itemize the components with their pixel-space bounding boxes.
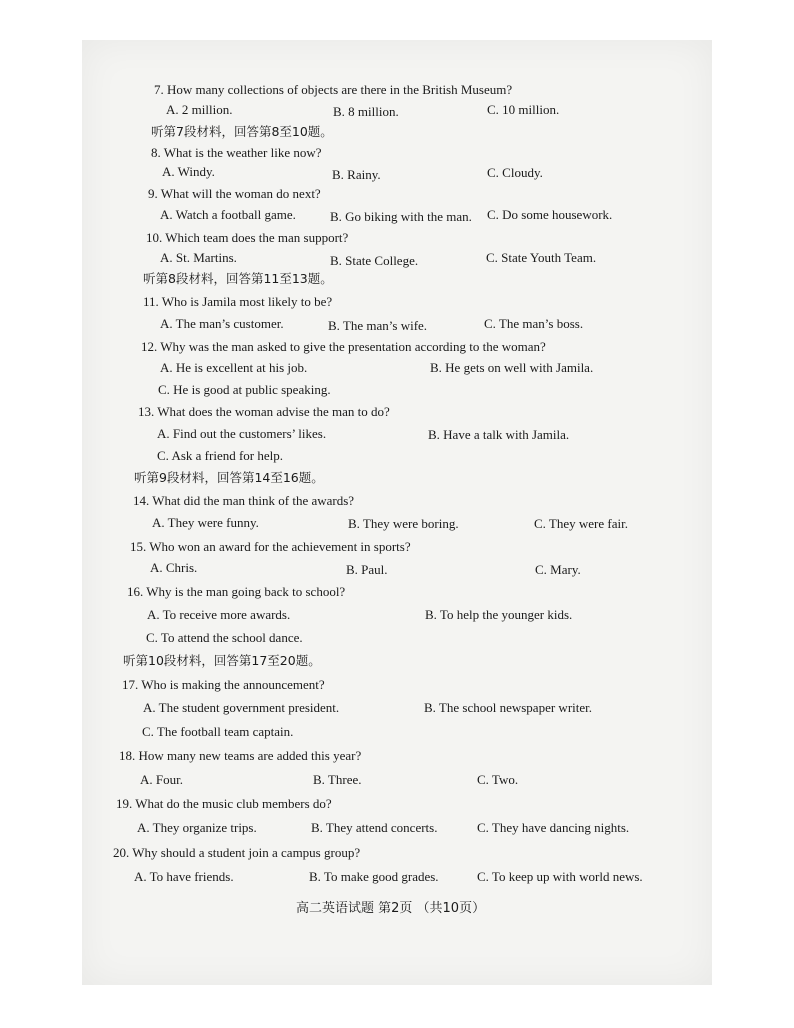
option: A. The man’s customer. bbox=[160, 316, 284, 331]
option: C. They have dancing nights. bbox=[477, 820, 630, 835]
option: C. Mary. bbox=[535, 562, 581, 577]
option: B. State College. bbox=[330, 253, 419, 268]
section-heading: 听第8段材料，回答第11至13题。 bbox=[143, 271, 333, 286]
section-heading: 听第7段材料，回答第8至10题。 bbox=[151, 124, 333, 139]
option: A. To have friends. bbox=[134, 869, 234, 884]
question-stem: 9. What will the woman do next? bbox=[148, 186, 321, 201]
option: C. The football team captain. bbox=[142, 724, 294, 739]
question-stem: 7. How many collections of objects are there in the British Museum? bbox=[154, 82, 513, 97]
option: A. Four. bbox=[140, 772, 183, 787]
option: B. Rainy. bbox=[332, 167, 381, 182]
section-heading: 听第9段材料，回答第14至16题。 bbox=[134, 470, 324, 485]
option: B. Three. bbox=[313, 772, 362, 787]
option: A. The student government president. bbox=[143, 700, 340, 715]
question-stem: 16. Why is the man going back to school? bbox=[127, 584, 346, 599]
option: A. They were funny. bbox=[152, 515, 259, 530]
option: A. Chris. bbox=[150, 560, 198, 575]
question-stem: 11. Who is Jamila most likely to be? bbox=[143, 294, 333, 309]
option: C. Two. bbox=[477, 772, 519, 787]
option: A. Windy. bbox=[162, 164, 215, 179]
option: C. To keep up with world news. bbox=[477, 869, 643, 884]
option: B. To help the younger kids. bbox=[425, 607, 573, 622]
option: A. 2 million. bbox=[166, 102, 233, 117]
option: B. Have a talk with Jamila. bbox=[428, 427, 570, 442]
option: C. To attend the school dance. bbox=[146, 630, 303, 645]
option: C. The man’s boss. bbox=[484, 316, 584, 331]
option: C. He is good at public speaking. bbox=[158, 382, 331, 397]
option: C. Do some housework. bbox=[487, 207, 613, 222]
option: B. They were boring. bbox=[348, 516, 459, 531]
question-stem: 12. Why was the man asked to give the presentation according to the woman? bbox=[141, 339, 546, 354]
option: A. Find out the customers’ likes. bbox=[157, 426, 327, 441]
question-stem: 8. What is the weather like now? bbox=[151, 145, 322, 160]
question-stem: 17. Who is making the announcement? bbox=[122, 677, 325, 692]
option: B. He gets on well with Jamila. bbox=[430, 360, 594, 375]
option: A. To receive more awards. bbox=[147, 607, 291, 622]
exam-page bbox=[82, 40, 712, 985]
option: C. Cloudy. bbox=[487, 165, 543, 180]
option: A. Watch a football game. bbox=[160, 207, 296, 222]
section-heading: 听第10段材料，回答第17至20题。 bbox=[123, 653, 321, 668]
option: B. The man’s wife. bbox=[328, 318, 428, 333]
option: B. Paul. bbox=[346, 562, 388, 577]
option: A. St. Martins. bbox=[160, 250, 237, 265]
option: B. 8 million. bbox=[333, 104, 399, 119]
option: B. They attend concerts. bbox=[311, 820, 438, 835]
option: C. Ask a friend for help. bbox=[157, 448, 284, 463]
question-stem: 20. Why should a student join a campus group? bbox=[113, 845, 361, 860]
page-footer: 高二英语试题 第2页 （共10页） bbox=[296, 901, 486, 916]
question-stem: 19. What do the music club members do? bbox=[116, 796, 332, 811]
option: A. He is excellent at his job. bbox=[160, 360, 308, 375]
option: B. The school newspaper writer. bbox=[424, 700, 592, 715]
option: B. To make good grades. bbox=[309, 869, 439, 884]
question-stem: 14. What did the man think of the awards? bbox=[133, 493, 355, 508]
question-stem: 15. Who won an award for the achievement in sports? bbox=[130, 539, 411, 554]
option: C. 10 million. bbox=[487, 102, 560, 117]
option: C. State Youth Team. bbox=[486, 250, 597, 265]
question-stem: 10. Which team does the man support? bbox=[146, 230, 349, 245]
question-stem: 18. How many new teams are added this year? bbox=[119, 748, 362, 763]
option: B. Go biking with the man. bbox=[330, 209, 472, 224]
option: C. They were fair. bbox=[534, 516, 628, 531]
option: A. They organize trips. bbox=[137, 820, 257, 835]
question-stem: 13. What does the woman advise the man to do? bbox=[138, 404, 390, 419]
